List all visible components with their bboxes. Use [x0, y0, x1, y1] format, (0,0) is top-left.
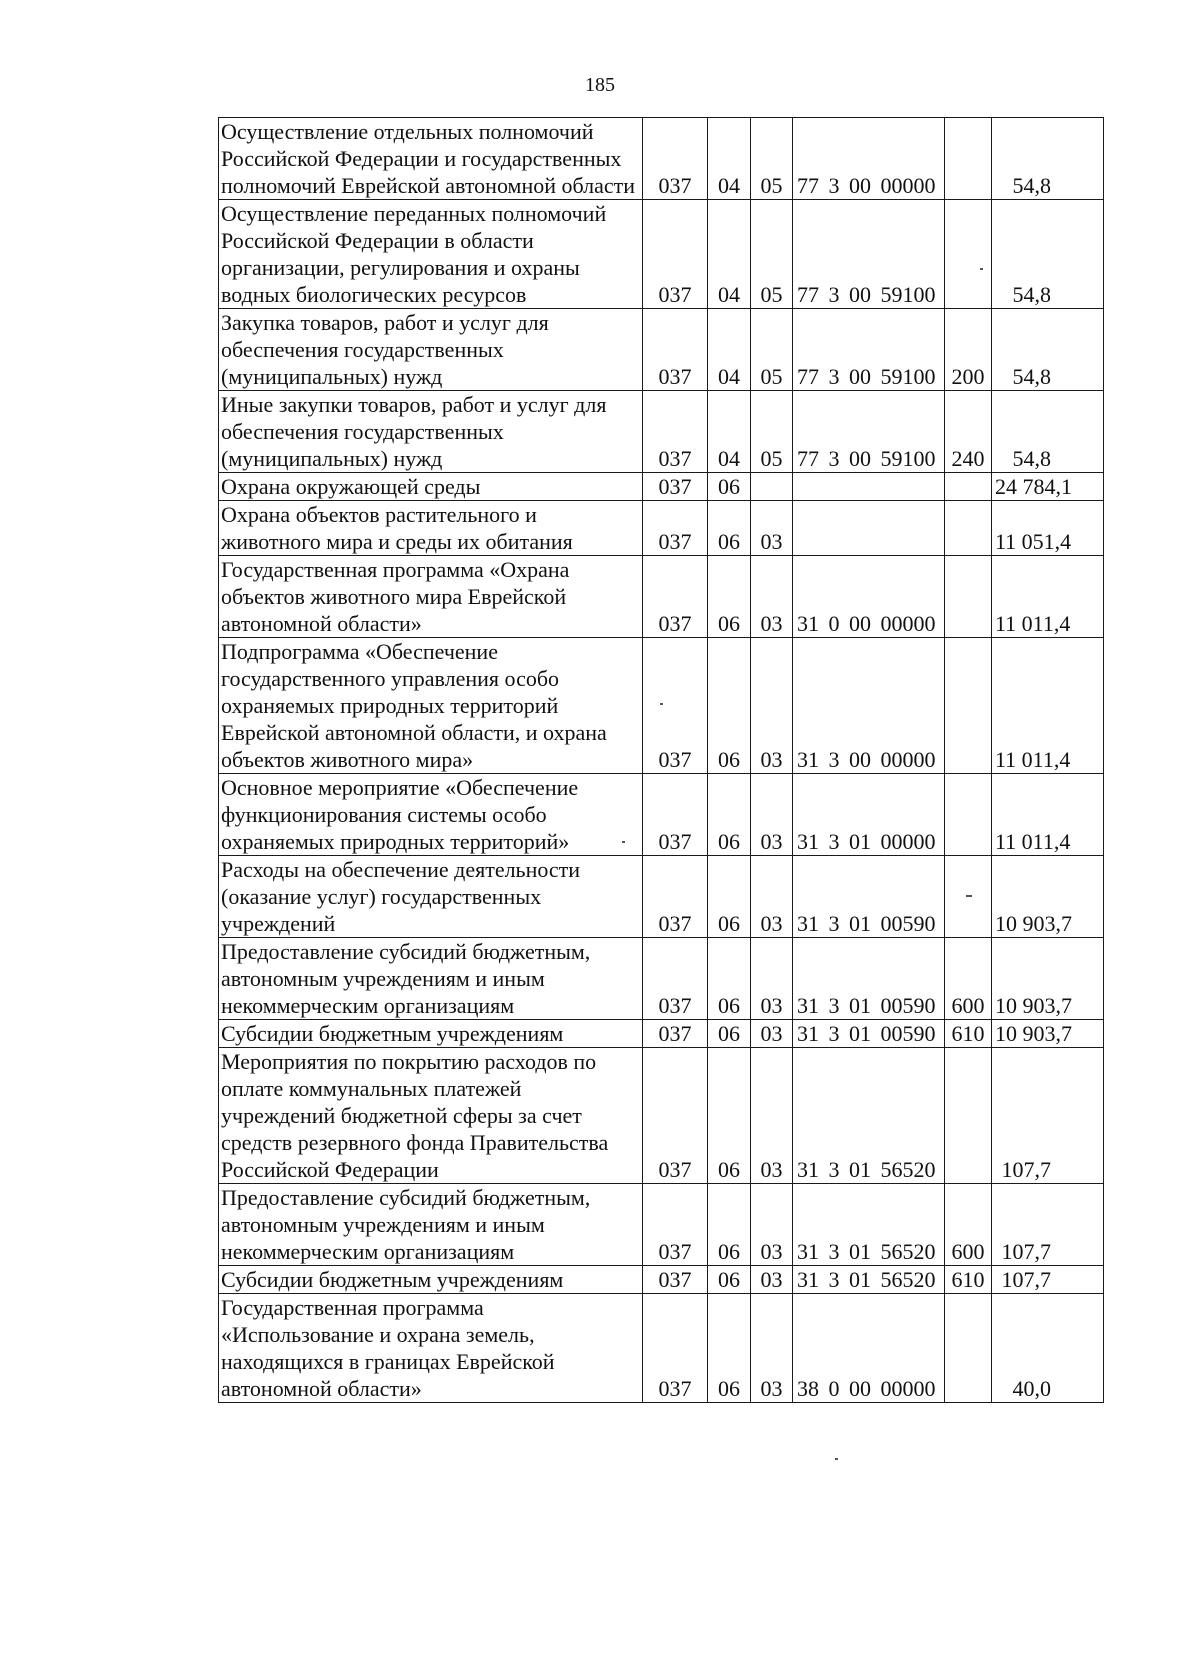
- row-pr-cell: 03: [751, 1020, 793, 1048]
- row-gr-cell: 037: [643, 1048, 708, 1184]
- row-rz-cell: 06: [708, 1294, 751, 1403]
- row-rz-cell: 06: [708, 556, 751, 638]
- row-vr-cell: [945, 774, 992, 856]
- row-csr-cell: 77 3 00 59100: [793, 391, 945, 473]
- row-rz-cell: 06: [708, 1184, 751, 1266]
- row-pr-cell: 03: [751, 938, 793, 1020]
- scan-speck: [980, 268, 983, 270]
- row-rz-cell: 04: [708, 309, 751, 391]
- row-pr-cell: 03: [751, 1048, 793, 1184]
- row-csr-cell: 31 3 01 56520: [793, 1048, 945, 1184]
- table-row: [219, 938, 1104, 1020]
- row-sum-cell: 54,8: [992, 391, 1104, 473]
- page-number: 185: [585, 74, 615, 96]
- row-pr-cell: 05: [751, 391, 793, 473]
- row-csr-cell: 31 3 01 00000: [793, 774, 945, 856]
- row-sum-cell: 11 051,4: [992, 501, 1104, 556]
- row-csr-cell: 77 3 00 59100: [793, 200, 945, 309]
- table-row: [219, 473, 1104, 501]
- row-vr-cell: [945, 501, 992, 556]
- row-csr-cell: 77 3 00 59100: [793, 309, 945, 391]
- table-row: [219, 309, 1104, 391]
- row-name-cell: Закупка товаров, работ и услуг для обеспечения государственных (муниципальных) нужд: [219, 309, 643, 391]
- row-gr-cell: 037: [643, 556, 708, 638]
- table-row: [219, 501, 1104, 556]
- row-rz-cell: 06: [708, 1266, 751, 1294]
- row-vr-cell: [945, 473, 992, 501]
- row-pr-cell: 05: [751, 200, 793, 309]
- row-csr-cell: 77 3 00 00000: [793, 118, 945, 200]
- row-gr-cell: 037: [643, 774, 708, 856]
- table-row: [219, 118, 1104, 200]
- row-vr-cell: 240: [945, 391, 992, 473]
- scan-speck: [660, 703, 663, 705]
- row-name-cell: Предоставление субсидий бюджетным, автономным учреждениям и иным некоммерческим организациям: [219, 938, 643, 1020]
- row-gr-cell: 037: [643, 200, 708, 309]
- row-sum-cell: 107,7: [992, 1048, 1104, 1184]
- row-gr-cell: 037: [643, 938, 708, 1020]
- budget-table: [218, 117, 1104, 1403]
- row-vr-cell: 600: [945, 1184, 992, 1266]
- table-row: [219, 1184, 1104, 1266]
- row-sum-cell: 11 011,4: [992, 638, 1104, 774]
- row-pr-cell: 03: [751, 501, 793, 556]
- table-row: [219, 638, 1104, 774]
- row-rz-cell: 06: [708, 856, 751, 938]
- row-sum-cell: 24 784,1: [992, 473, 1104, 501]
- row-gr-cell: 037: [643, 1020, 708, 1048]
- row-name-cell: Иные закупки товаров, работ и услуг для обеспечения государственных (муниципальных) нужд: [219, 391, 643, 473]
- row-vr-cell: [945, 1294, 992, 1403]
- row-sum-cell: 54,8: [992, 200, 1104, 309]
- row-csr-cell: [793, 473, 945, 501]
- row-pr-cell: 03: [751, 1294, 793, 1403]
- row-name-cell: Охрана объектов растительного и животного мира и среды их обитания: [219, 501, 643, 556]
- row-pr-cell: 03: [751, 556, 793, 638]
- row-vr-cell: 610: [945, 1020, 992, 1048]
- row-sum-cell: 10 903,7: [992, 938, 1104, 1020]
- row-vr-cell: [945, 638, 992, 774]
- row-pr-cell: 03: [751, 1184, 793, 1266]
- row-gr-cell: 037: [643, 638, 708, 774]
- row-csr-cell: 31 3 01 00590: [793, 1020, 945, 1048]
- row-csr-cell: 31 3 01 00590: [793, 938, 945, 1020]
- row-gr-cell: 037: [643, 1294, 708, 1403]
- row-sum-cell: 54,8: [992, 118, 1104, 200]
- row-rz-cell: 04: [708, 391, 751, 473]
- row-sum-cell: 10 903,7: [992, 1020, 1104, 1048]
- row-gr-cell: 037: [643, 856, 708, 938]
- row-csr-cell: 31 0 00 00000: [793, 556, 945, 638]
- row-pr-cell: 03: [751, 856, 793, 938]
- row-name-cell: Осуществление переданных полномочий Российской Федерации в области организации, регулирования и охраны водных биологических ресурсов: [219, 200, 643, 309]
- scan-speck: [622, 841, 625, 843]
- row-name-cell: Субсидии бюджетным учреждениям: [219, 1266, 643, 1294]
- row-name-cell: Мероприятия по покрытию расходов по оплате коммунальных платежей учреждений бюджетной сферы за счет средств резервного фонда Правительства Российской Федерации: [219, 1048, 643, 1184]
- row-sum-cell: 11 011,4: [992, 556, 1104, 638]
- row-csr-cell: [793, 501, 945, 556]
- row-name-cell: Предоставление субсидий бюджетным, автономным учреждениям и иным некоммерческим организациям: [219, 1184, 643, 1266]
- row-gr-cell: 037: [643, 118, 708, 200]
- row-vr-cell: [945, 1048, 992, 1184]
- row-csr-cell: 38 0 00 00000: [793, 1294, 945, 1403]
- row-sum-cell: 11 011,4: [992, 774, 1104, 856]
- row-sum-cell: 107,7: [992, 1266, 1104, 1294]
- row-pr-cell: 03: [751, 638, 793, 774]
- row-rz-cell: 04: [708, 200, 751, 309]
- row-name-cell: Расходы на обеспечение деятельности (оказание услуг) государственных учреждений: [219, 856, 643, 938]
- row-vr-cell: 610: [945, 1266, 992, 1294]
- table-row: [219, 200, 1104, 309]
- table-row: [219, 1266, 1104, 1294]
- row-rz-cell: 06: [708, 938, 751, 1020]
- row-name-cell: Государственная программа «Охрана объектов животного мира Еврейской автономной области»: [219, 556, 643, 638]
- row-gr-cell: 037: [643, 309, 708, 391]
- row-name-cell: Охрана окружающей среды: [219, 473, 643, 501]
- row-name-cell: Государственная программа «Использование и охрана земель, находящихся в границах Еврейской автономной области»: [219, 1294, 643, 1403]
- row-name-cell: Подпрограмма «Обеспечение государственного управления особо охраняемых природных территорий Еврейской автономной области, и охрана объектов животного мира»: [219, 638, 643, 774]
- row-vr-cell: 600: [945, 938, 992, 1020]
- row-gr-cell: 037: [643, 1266, 708, 1294]
- row-vr-cell: [945, 200, 992, 309]
- row-rz-cell: 04: [708, 118, 751, 200]
- row-pr-cell: 03: [751, 1266, 793, 1294]
- row-sum-cell: 107,7: [992, 1184, 1104, 1266]
- row-rz-cell: 06: [708, 501, 751, 556]
- row-vr-cell: [945, 556, 992, 638]
- table-row: [219, 1020, 1104, 1048]
- row-gr-cell: 037: [643, 1184, 708, 1266]
- row-rz-cell: 06: [708, 774, 751, 856]
- scan-speck: [835, 1458, 838, 1460]
- table-body: [219, 118, 1104, 1403]
- row-csr-cell: 31 3 01 56520: [793, 1266, 945, 1294]
- table-row: [219, 391, 1104, 473]
- row-sum-cell: 40,0: [992, 1294, 1104, 1403]
- row-vr-cell: [945, 118, 992, 200]
- row-name-cell: Субсидии бюджетным учреждениям: [219, 1020, 643, 1048]
- table-row: [219, 1048, 1104, 1184]
- row-csr-cell: 31 3 00 00000: [793, 638, 945, 774]
- row-rz-cell: 06: [708, 473, 751, 501]
- row-sum-cell: 10 903,7: [992, 856, 1104, 938]
- row-csr-cell: 31 3 01 56520: [793, 1184, 945, 1266]
- row-vr-cell: 200: [945, 309, 992, 391]
- row-sum-cell: 54,8: [992, 309, 1104, 391]
- row-name-cell: Основное мероприятие «Обеспечение функционирования системы особо охраняемых природных территорий»: [219, 774, 643, 856]
- row-csr-cell: 31 3 01 00590: [793, 856, 945, 938]
- row-rz-cell: 06: [708, 638, 751, 774]
- row-pr-cell: [751, 473, 793, 501]
- row-name-cell: Осуществление отдельных полномочий Российской Федерации и государственных полномочий Еврейской автономной области: [219, 118, 643, 200]
- row-gr-cell: 037: [643, 391, 708, 473]
- row-rz-cell: 06: [708, 1020, 751, 1048]
- table-row: [219, 774, 1104, 856]
- row-pr-cell: 05: [751, 309, 793, 391]
- row-rz-cell: 06: [708, 1048, 751, 1184]
- scan-speck: [966, 895, 972, 897]
- row-pr-cell: 05: [751, 118, 793, 200]
- table-row: [219, 556, 1104, 638]
- row-gr-cell: 037: [643, 501, 708, 556]
- row-pr-cell: 03: [751, 774, 793, 856]
- table-row: [219, 1294, 1104, 1403]
- row-gr-cell: 037: [643, 473, 708, 501]
